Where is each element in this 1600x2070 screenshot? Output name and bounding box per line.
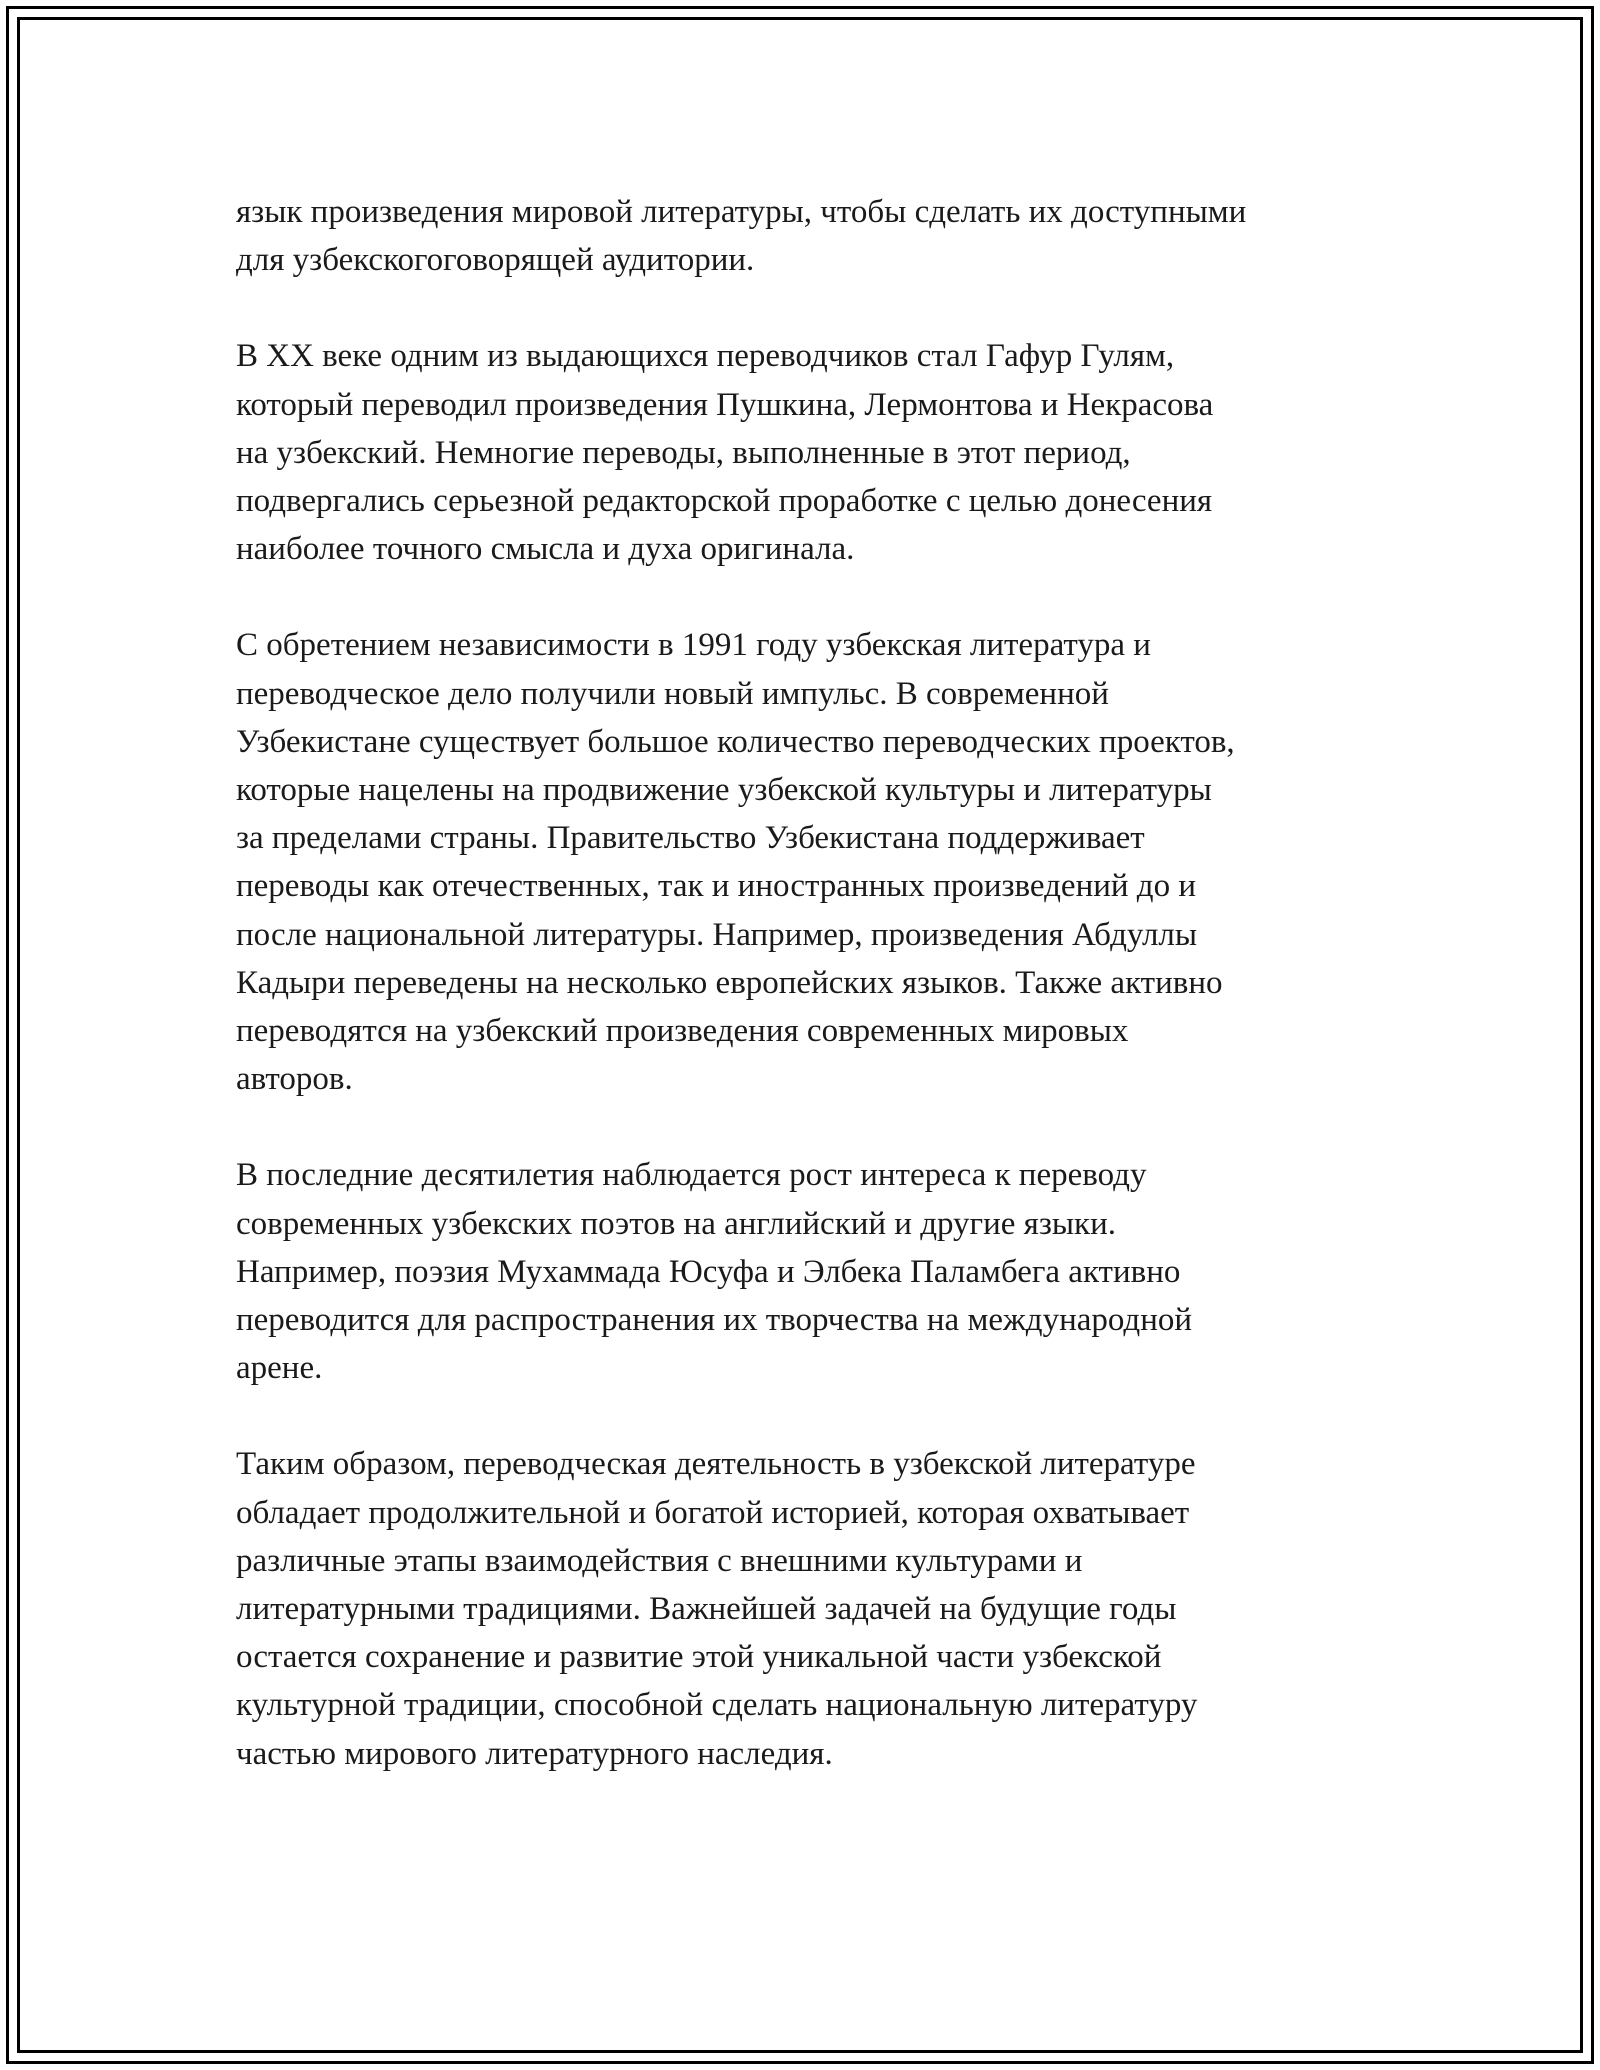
paragraph-conclusion: Таким образом, переводческая деятельность в узбекской литературе обладает продолжительной и богатой историей, которая охватывает различные этапы взаимодействия с внешними культурами и литературными традициями. Важнейшей задачей на будущие годы остается сохранение и развитие этой уникальной части узбекской культурной традиции, способной сделать национальную литературу частью мирового литературного наследия. [236,1446,1198,1772]
paragraph-recent-decades: В последние десятилетия наблюдается рост интереса к переводу современных узбекских поэтов на английский и другие языки. Например, поэзия Мухаммада Юсуфа и Элбека Паламбега активно переводится для распространения их творчества на международной арене. [236,1157,1193,1387]
document-body [236,188,1396,1826]
paragraph-translation-purpose: язык произведения мировой литературы, чтобы сделать их доступными для узбекскогоговорящей аудитории. [236,194,1247,279]
paragraph-twentieth-century: В XX веке одним из выдающихся переводчиков стал Гафур Гулям, который переводил произведения Пушкина, Лермонтова и Некрасова на узбекский. Немногие переводы, выполненные в этот период, подвергались серьезной редакторской проработке с целью донесения наиболее точного смысла и духа оригинала. [236,338,1214,568]
paragraph-independence: С обретением независимости в 1991 году узбекская литература и переводческое дело получили новый импульс. В современной Узбекистане существует большое количество переводческих проектов, которые нацелены на продвижение узбекской культуры и литературы за пределами страны. Правительство Узбекистана поддерживает переводы как отечественных, так и иностранных произведений до и после национальной литературы. Например, произведения Абдуллы Кадыри переведены на несколько европейских языков. Также активно переводятся на узбекский произведения современных мировых авторов. [236,627,1235,1098]
